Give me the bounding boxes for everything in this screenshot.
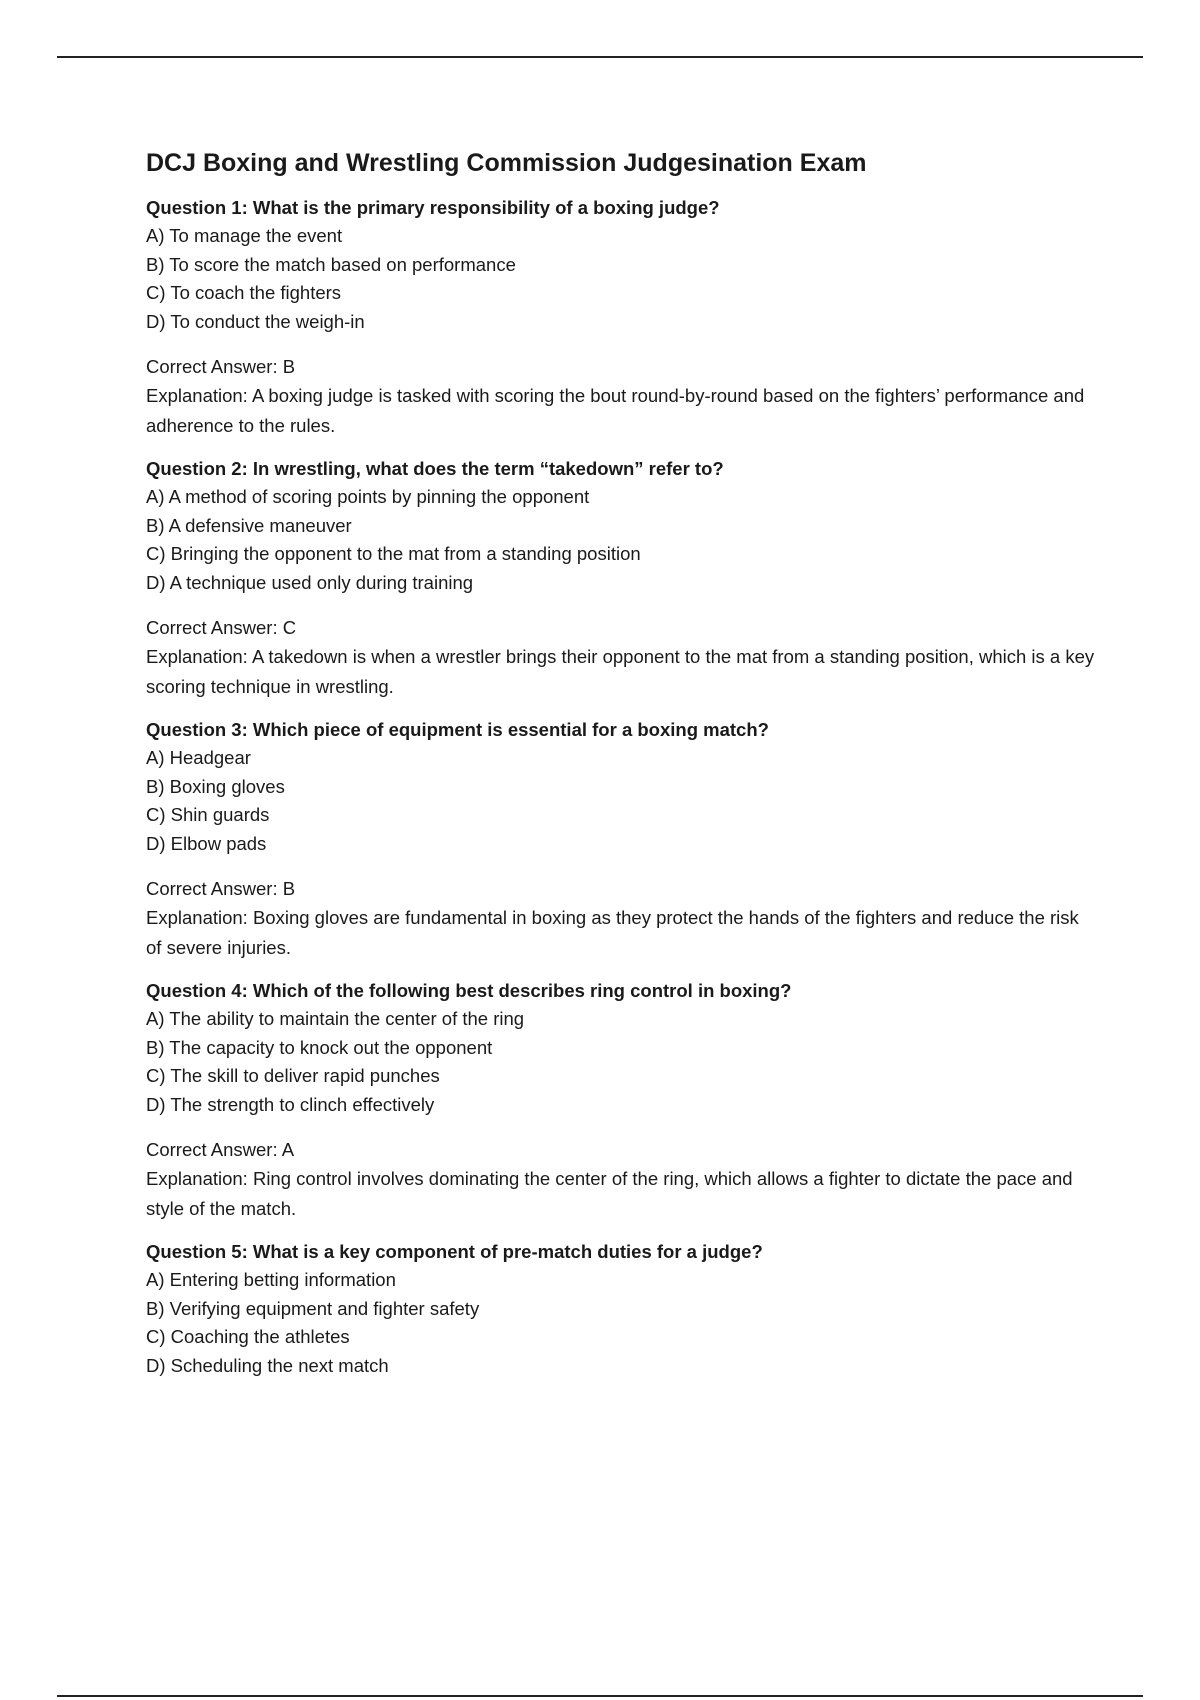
question-text: Question 1: What is the primary responsibility of a boxing judge? <box>146 197 720 218</box>
correct-answer: Correct Answer: B <box>146 878 296 899</box>
question-text: Question 3: Which piece of equipment is essential for a boxing match? <box>146 719 769 740</box>
top-rule <box>57 56 1143 58</box>
explanation: Explanation: A boxing judge is tasked with scoring the bout round-by-round based on the fighters’ performance and adherence to the rules. <box>146 385 1085 436</box>
question-text: Question 5: What is a key component of pre-match duties for a judge? <box>146 1241 763 1262</box>
question-text: Question 4: Which of the following best describes ring control in boxing? <box>146 980 792 1001</box>
option-c: C) To coach the fighters <box>146 282 342 303</box>
bottom-rule <box>57 1695 1143 1697</box>
option-b: B) To score the match based on performance <box>146 253 516 275</box>
option-a: A) Entering betting information <box>146 1269 396 1290</box>
document-title: DCJ Boxing and Wrestling Commission Judgesination Exam <box>146 149 867 177</box>
document-body <box>146 146 1096 1380</box>
question-block-2 <box>146 455 1096 702</box>
answer-block <box>146 875 1096 963</box>
option-d: D) The strength to clinch effectively <box>146 1093 435 1115</box>
explanation: Explanation: A takedown is when a wrestler brings their opponent to the mat from a standing position, which is a key scoring technique in wrestling. <box>146 646 1095 697</box>
explanation: Explanation: Boxing gloves are fundamental in boxing as they protect the hands of the fighters and reduce the risk of severe injuries. <box>146 907 1079 958</box>
option-a: A) The ability to maintain the center of the ring <box>146 1008 525 1029</box>
answer-block <box>146 614 1096 702</box>
option-d: D) Elbow pads <box>146 832 267 854</box>
question-block-3 <box>146 716 1096 963</box>
option-b: B) A defensive maneuver <box>146 514 352 536</box>
option-c: C) Coaching the athletes <box>146 1326 350 1347</box>
option-c: C) The skill to deliver rapid punches <box>146 1065 440 1086</box>
answer-block <box>146 353 1096 441</box>
correct-answer: Correct Answer: A <box>146 1139 295 1160</box>
question-block-1 <box>146 194 1096 441</box>
question-block-5 <box>146 1238 1096 1380</box>
correct-answer: Correct Answer: C <box>146 617 297 638</box>
question-block-4 <box>146 977 1096 1224</box>
option-d: D) To conduct the weigh-in <box>146 310 365 332</box>
question-text: Question 2: In wrestling, what does the term “takedown” refer to? <box>146 458 724 479</box>
option-b: B) Verifying equipment and fighter safety <box>146 1297 480 1319</box>
option-b: B) The capacity to knock out the opponent <box>146 1036 493 1058</box>
option-d: D) A technique used only during training <box>146 571 474 593</box>
answer-block <box>146 1136 1096 1224</box>
option-b: B) Boxing gloves <box>146 775 285 797</box>
option-a: A) To manage the event <box>146 225 343 246</box>
option-d: D) Scheduling the next match <box>146 1354 389 1376</box>
explanation: Explanation: Ring control involves dominating the center of the ring, which allows a fighter to dictate the pace and style of the match. <box>146 1168 1073 1219</box>
option-c: C) Bringing the opponent to the mat from a standing position <box>146 543 641 564</box>
correct-answer: Correct Answer: B <box>146 356 296 377</box>
option-a: A) A method of scoring points by pinning the opponent <box>146 486 590 507</box>
option-c: C) Shin guards <box>146 804 270 825</box>
option-a: A) Headgear <box>146 747 251 768</box>
